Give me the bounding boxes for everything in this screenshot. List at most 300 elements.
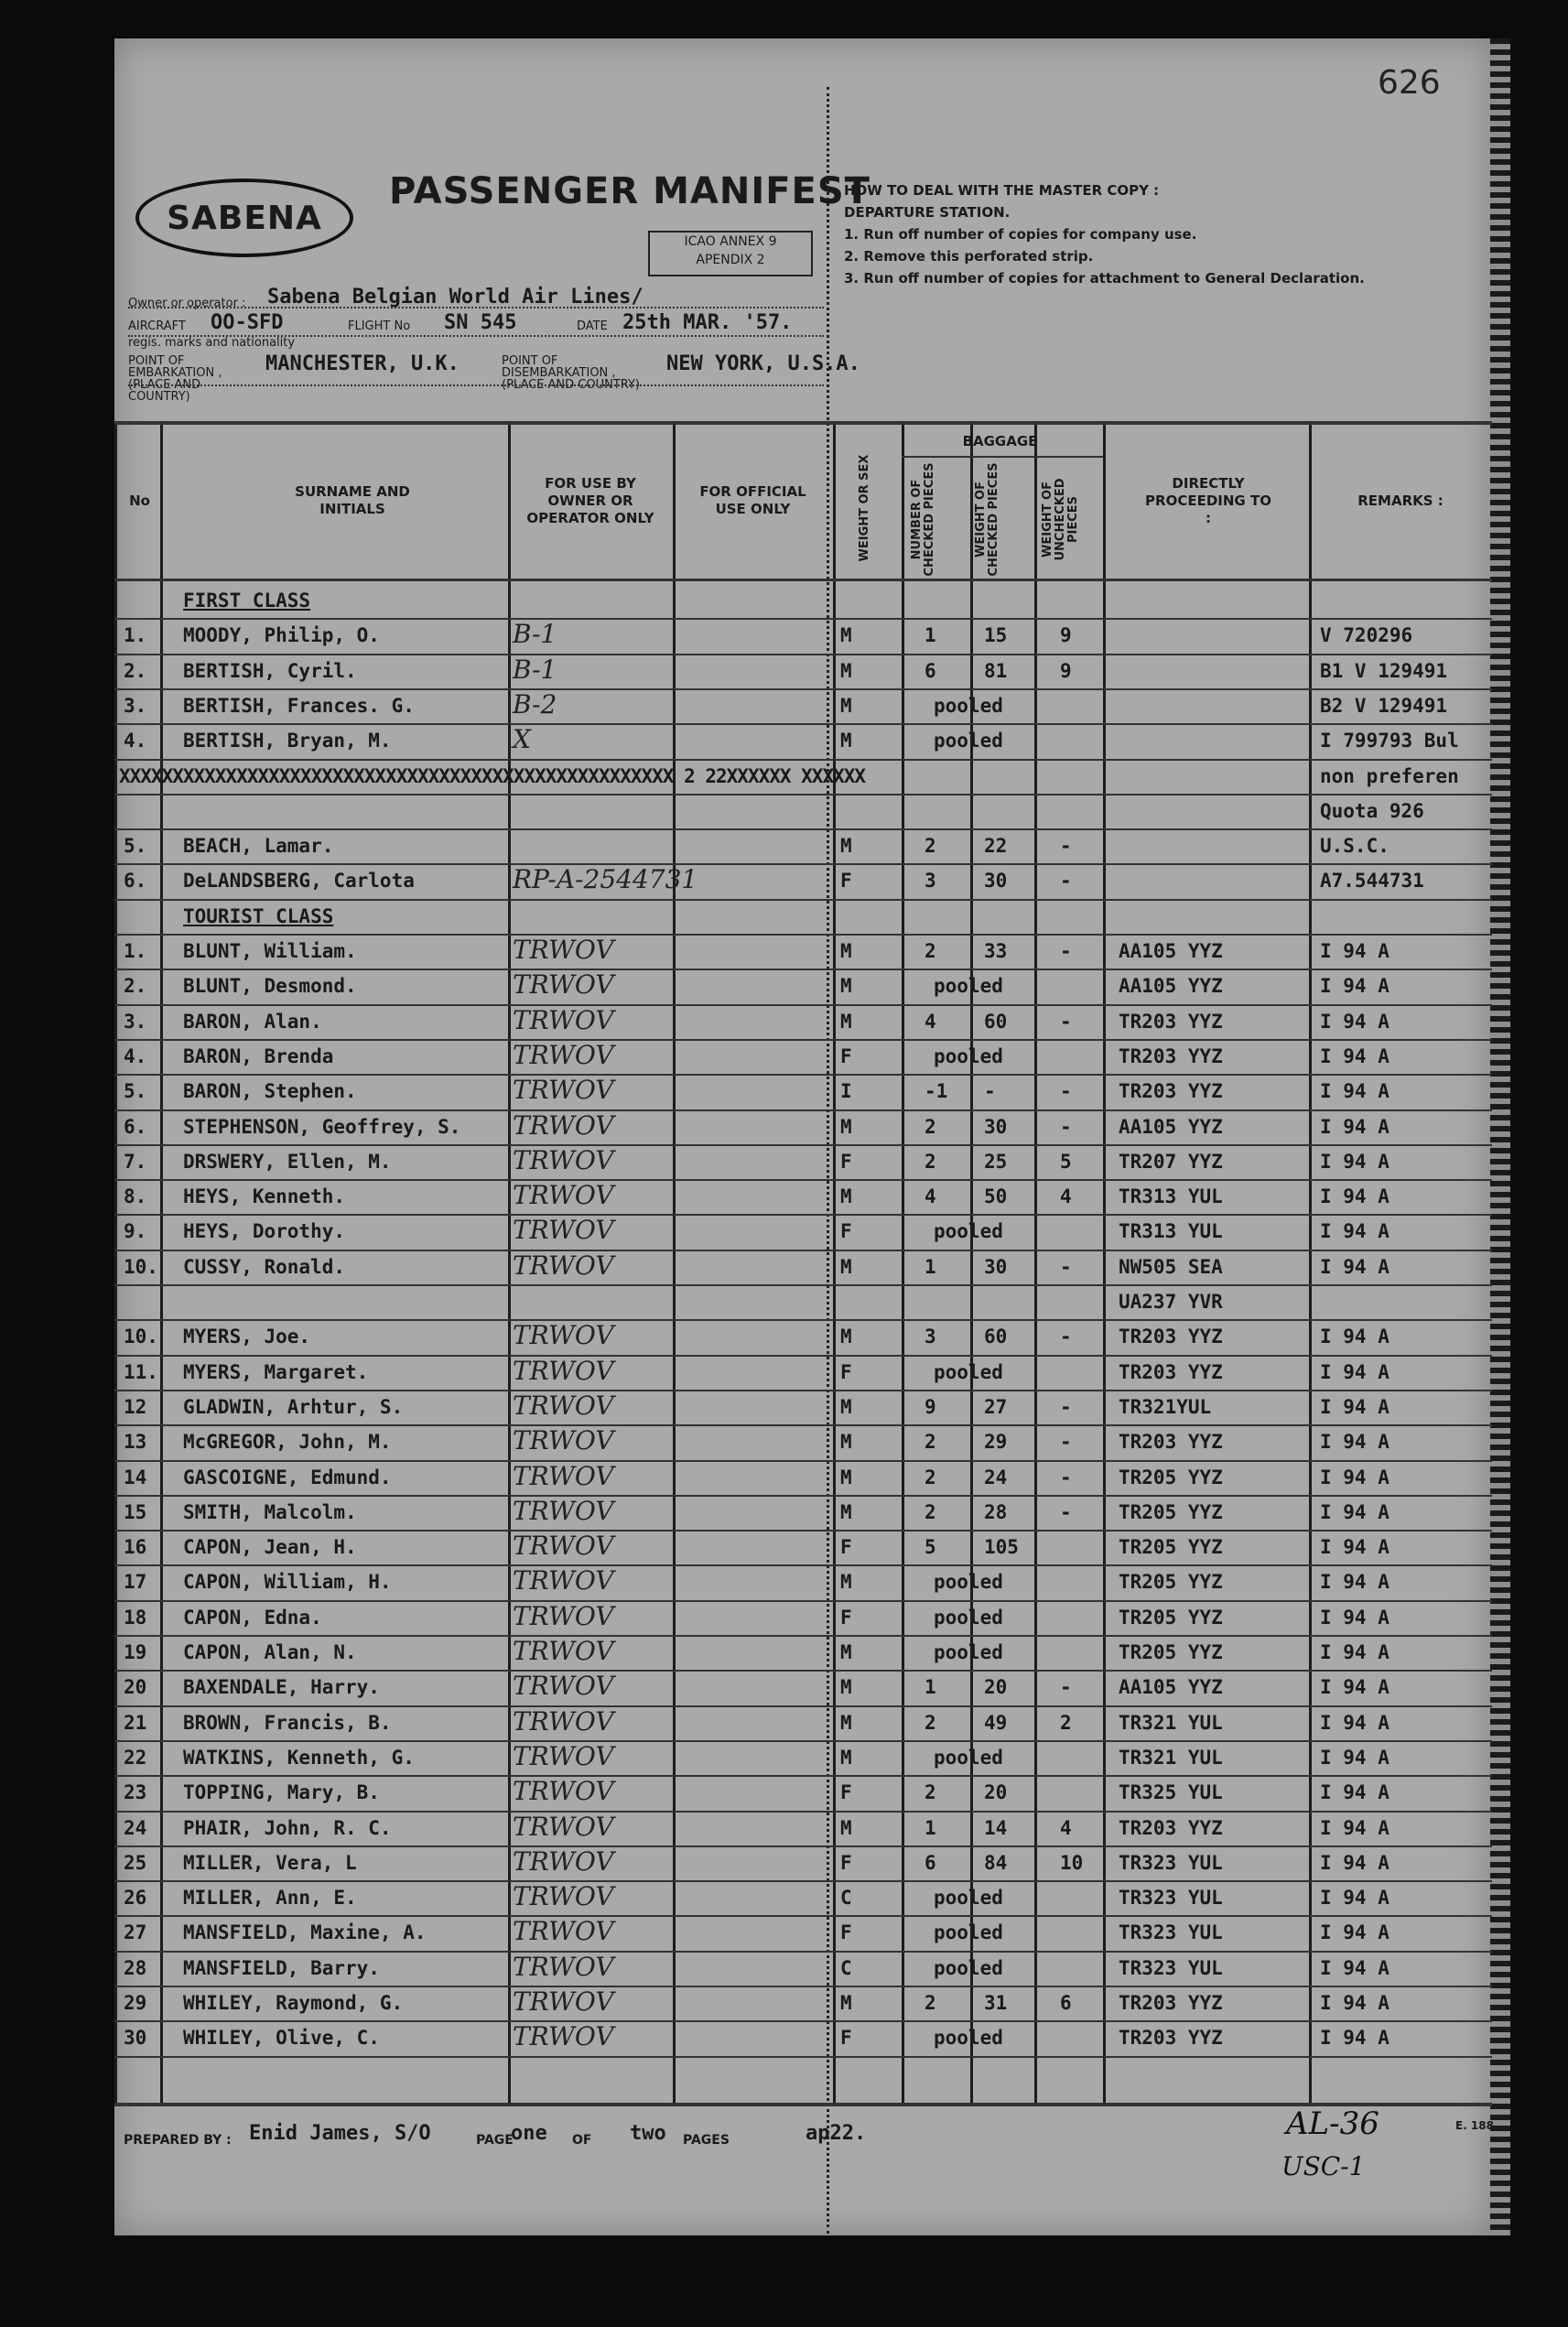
baggage-header-divider — [902, 456, 1103, 458]
header-remarks: REMARKS : — [1357, 492, 1444, 509]
cell-no: 4. — [124, 1044, 147, 1067]
cell-remarks: I 94 A — [1320, 1887, 1390, 1910]
cell-owner: TRWOV — [513, 1144, 614, 1175]
cell-name: SMITH, Malcolm. — [183, 1500, 357, 1523]
prepared-value: Enid James, S/O — [249, 2122, 431, 2145]
disembark-label: POINT OF DISEMBARKATION , (PLACE AND COUNTRY) — [502, 354, 641, 392]
cell-name: BERTISH, Cyril. — [183, 659, 357, 682]
cell-weight: pooled — [934, 694, 1003, 717]
cell-remarks: I 94 A — [1320, 1326, 1390, 1348]
cell-pieces: 1 — [925, 1255, 936, 1278]
cell-remarks: I 94 A — [1320, 1816, 1390, 1839]
header-weight-sex: WEIGHT OR SEX — [858, 454, 871, 562]
cell-name: CAPON, William, H. — [183, 1571, 392, 1594]
cell-owner: TRWOV — [513, 1180, 614, 1211]
cell-unchecked: - — [1060, 1431, 1072, 1454]
row-divider — [114, 2056, 1492, 2058]
cell-remarks: I 94 A — [1320, 1641, 1390, 1663]
table-row — [0, 1846, 1568, 1880]
page-label: PAGE — [476, 2133, 514, 2148]
cell-weight: 105 — [984, 1536, 1019, 1559]
cell-no: 5. — [124, 835, 147, 858]
cell-weight: pooled — [934, 1746, 1003, 1769]
cell-weight: 81 — [984, 659, 1008, 682]
cell-name: GASCOIGNE, Edmund. — [183, 1466, 392, 1488]
header-wt-unchecked: WEIGHT OF UNCHECKED PIECES — [1041, 478, 1080, 561]
cell-dest: TR205 YYZ — [1119, 1641, 1223, 1663]
cell-name: MILLER, Vera, L — [183, 1851, 357, 1874]
cell-pieces: 2 — [925, 1781, 936, 1804]
cell-name: MYERS, Joe. — [183, 1326, 311, 1348]
cell-no: 4. — [124, 730, 147, 752]
owner-value: Sabena Belgian World Air Lines/ — [267, 286, 643, 308]
cell-owner: B-1 — [513, 619, 557, 650]
section-heading-row — [0, 900, 1568, 934]
cell-remarks: I 94 A — [1320, 1150, 1390, 1173]
cell-dest: TR321YUL — [1119, 1395, 1212, 1418]
header-official: FOR OFFICIAL USE ONLY — [699, 483, 806, 517]
cell-name: MANSFIELD, Barry. — [183, 1956, 380, 1979]
cell-no: 6. — [124, 870, 147, 893]
cell-name: WHILEY, Olive, C. — [183, 2027, 380, 2050]
table-row — [0, 1496, 1568, 1530]
cell-pieces: 2 — [925, 835, 936, 858]
cell-sex: M — [840, 1746, 852, 1769]
cell-name: CAPON, Edna. — [183, 1606, 322, 1629]
table-row — [0, 724, 1568, 758]
cell-name: MOODY, Philip, O. — [183, 624, 380, 647]
cell-name: HEYS, Dorothy. — [183, 1220, 346, 1243]
cell-weight: pooled — [934, 1606, 1003, 1629]
cell-owner: TRWOV — [513, 1671, 614, 1702]
cell-sex: M — [840, 1641, 852, 1663]
date-label: DATE — [577, 319, 608, 333]
table-row — [0, 1005, 1568, 1039]
table-row — [0, 1986, 1568, 2020]
cell-name: FIRST CLASS — [183, 590, 311, 612]
cell-remarks: I 94 A — [1320, 1080, 1390, 1103]
page-title: PASSENGER MANIFEST — [389, 170, 871, 212]
cell-unchecked: - — [1060, 1500, 1072, 1523]
cell-sex: M — [840, 1115, 852, 1138]
header-num-checked: NUMBER OF CHECKED PIECES — [910, 462, 936, 577]
cell-dest: TR313 YUL — [1119, 1185, 1223, 1208]
cell-owner: TRWOV — [513, 1881, 614, 1912]
cell-owner: TRWOV — [513, 1390, 614, 1421]
cell-no: 14 — [124, 1466, 147, 1488]
cell-owner: X — [513, 724, 531, 755]
cell-weight: pooled — [934, 1360, 1003, 1383]
cell-owner: TRWOV — [513, 1776, 614, 1807]
table-row — [0, 1881, 1568, 1915]
cell-sex: F — [840, 1360, 852, 1383]
cell-dest: TR205 YYZ — [1119, 1500, 1223, 1523]
cell-dest: TR323 YUL — [1119, 1921, 1223, 1944]
cell-no: 10. — [124, 1255, 158, 1278]
cell-weight: 49 — [984, 1711, 1008, 1734]
cell-weight: pooled — [934, 2027, 1003, 2050]
cell-sex: F — [840, 1220, 852, 1243]
table-row — [0, 1952, 1568, 1986]
embark-label: POINT OF EMBARKATION , (PLACE AND COUNTRY) — [128, 354, 222, 404]
header-owner-use: FOR USE BY OWNER OR OPERATOR ONLY — [526, 474, 654, 526]
cell-name: BROWN, Francis, B. — [183, 1711, 392, 1734]
cell-sex: M — [840, 1676, 852, 1699]
header-bottom-border — [114, 579, 1492, 581]
cell-sex: F — [840, 1921, 852, 1944]
cell-owner: TRWOV — [513, 1215, 614, 1246]
cell-sex: F — [840, 1606, 852, 1629]
cell-owner: TRWOV — [513, 1495, 614, 1526]
cell-pieces: 9 — [925, 1395, 936, 1418]
cell-remarks: I 94 A — [1320, 1606, 1390, 1629]
cell-sex: M — [840, 1255, 852, 1278]
cell-sex: M — [840, 1992, 852, 2014]
cell-no: 25 — [124, 1851, 147, 1874]
cell-no: 6. — [124, 1115, 147, 1138]
cell-owner: B-1 — [513, 654, 557, 685]
instruction-item: 1. Run off number of copies for company use. — [844, 226, 1197, 243]
cell-sex: F — [840, 2027, 852, 2050]
logo-text: SABENA — [167, 199, 322, 237]
cell-no: 8. — [124, 1185, 147, 1208]
cell-unchecked: - — [1060, 1115, 1072, 1138]
cell-name: CAPON, Jean, H. — [183, 1536, 357, 1559]
cell-dest: TR203 YYZ — [1119, 1010, 1223, 1033]
cell-weight: 14 — [984, 1816, 1008, 1839]
cell-owner: TRWOV — [513, 1636, 614, 1666]
cell-sex: M — [840, 659, 852, 682]
cell-unchecked: 4 — [1060, 1816, 1072, 1839]
table-row — [0, 760, 1568, 794]
cell-remarks: I 94 A — [1320, 1992, 1390, 2014]
cell-name: BEACH, Lamar. — [183, 835, 334, 858]
cell-remarks: I 94 A — [1320, 1746, 1390, 1769]
cell-unchecked: 10 — [1060, 1851, 1084, 1874]
cell-remarks: I 94 A — [1320, 940, 1390, 962]
cell-pieces: 2 — [925, 1150, 936, 1173]
cell-dest: TR205 YYZ — [1119, 1466, 1223, 1488]
cell-weight: 27 — [984, 1395, 1008, 1418]
cell-no: 13 — [124, 1431, 147, 1454]
cell-name: PHAIR, John, R. C. — [183, 1816, 392, 1839]
cell-sex: M — [840, 1185, 852, 1208]
cell-sex: M — [840, 1431, 852, 1454]
table-row — [0, 1425, 1568, 1459]
table-row — [0, 689, 1568, 723]
cell-sex: M — [840, 1326, 852, 1348]
cell-remarks: I 94 A — [1320, 1536, 1390, 1559]
cell-dest: AA105 YYZ — [1119, 1115, 1223, 1138]
cell-owner: TRWOV — [513, 1986, 614, 2017]
cell-remarks: I 94 A — [1320, 1395, 1390, 1418]
cell-owner: TRWOV — [513, 1250, 614, 1281]
owner-underline — [128, 307, 824, 308]
cell-sex: M — [840, 975, 852, 998]
instructions-station: DEPARTURE STATION. — [844, 204, 1011, 221]
cell-name: STEPHENSON, Geoffrey, S. — [183, 1115, 461, 1138]
cell-name: XXXXXXXXXXXXXXXXXXXXXXXXXXXXXXXXXXXXXXXXXXXXXXXXXXXX 2 22XXXXXX XXXXXX — [119, 764, 866, 787]
table-row — [0, 1320, 1568, 1354]
cell-no: 9. — [124, 1220, 147, 1243]
cell-dest: AA105 YYZ — [1119, 975, 1223, 998]
cell-unchecked: 2 — [1060, 1711, 1072, 1734]
cell-remarks: A7.544731 — [1320, 870, 1424, 893]
cell-weight: pooled — [934, 730, 1003, 752]
cell-sex: M — [840, 1816, 852, 1839]
cell-unchecked: - — [1060, 1010, 1072, 1033]
cell-name: McGREGOR, John, M. — [183, 1431, 392, 1454]
cell-remarks: I 94 A — [1320, 1431, 1390, 1454]
instruction-item: 3. Run off number of copies for attachment to General Declaration. — [844, 270, 1365, 287]
cell-no: 19 — [124, 1641, 147, 1663]
cell-remarks: I 94 A — [1320, 1466, 1390, 1488]
header-no: No — [129, 492, 150, 509]
page-value: one — [511, 2122, 547, 2145]
cell-dest: TR205 YYZ — [1119, 1536, 1223, 1559]
cell-name: DeLANDSBERG, Carlota — [183, 870, 415, 893]
table-row — [0, 795, 1568, 828]
cell-weight: pooled — [934, 1956, 1003, 1979]
cell-sex: F — [840, 1851, 852, 1874]
table-row — [0, 1531, 1568, 1564]
cell-sex: I — [840, 1080, 852, 1103]
table-row — [0, 1110, 1568, 1144]
form-number: E. 188 — [1455, 2119, 1494, 2132]
icao-box — [648, 231, 813, 276]
cell-sex: M — [840, 1395, 852, 1418]
icao-line2: APENDIX 2 — [696, 253, 765, 267]
cell-remarks: I 94 A — [1320, 975, 1390, 998]
cell-weight: 20 — [984, 1781, 1008, 1804]
cell-dest: TR203 YYZ — [1119, 2027, 1223, 2050]
cell-pieces: 3 — [925, 870, 936, 893]
embark-underline — [128, 384, 824, 386]
cell-no: 10. — [124, 1326, 158, 1348]
table-row — [0, 1285, 1568, 1319]
cell-weight: 30 — [984, 870, 1008, 893]
cell-unchecked: - — [1060, 870, 1072, 893]
cell-no: 1. — [124, 624, 147, 647]
cell-name: DRSWERY, Ellen, M. — [183, 1150, 392, 1173]
table-row — [0, 1741, 1568, 1775]
cell-dest: TR205 YYZ — [1119, 1571, 1223, 1594]
cell-pieces: 6 — [925, 1851, 936, 1874]
embark-value: MANCHESTER, U.K. — [265, 352, 460, 375]
cell-dest: TR325 YUL — [1119, 1781, 1223, 1804]
cell-sex: M — [840, 624, 852, 647]
cell-no: 22 — [124, 1746, 147, 1769]
table-row — [0, 1601, 1568, 1635]
cell-no: 17 — [124, 1571, 147, 1594]
cell-sex: M — [840, 694, 852, 717]
table-row — [0, 1250, 1568, 1284]
table-row — [0, 1916, 1568, 1950]
handwritten-note-1: AL-36 — [1286, 2105, 1379, 2142]
table-row — [0, 1776, 1568, 1810]
cell-weight: 28 — [984, 1500, 1008, 1523]
cell-pieces: 2 — [925, 1711, 936, 1734]
regis-label: regis. marks and nationality — [128, 336, 296, 350]
cell-dest: TR323 YUL — [1119, 1956, 1223, 1979]
cell-unchecked: 5 — [1060, 1150, 1072, 1173]
cell-owner: TRWOV — [513, 1845, 614, 1877]
table-row — [0, 1356, 1568, 1390]
cell-no: 16 — [124, 1536, 147, 1559]
cell-name: BAXENDALE, Harry. — [183, 1676, 380, 1699]
aircraft-underline — [128, 335, 824, 337]
cell-remarks: I 94 A — [1320, 1220, 1390, 1243]
cell-unchecked: - — [1060, 1676, 1072, 1699]
cell-remarks: I 94 A — [1320, 1851, 1390, 1874]
cell-owner: B-2 — [513, 688, 557, 720]
table-row — [0, 1040, 1568, 1074]
cell-remarks: U.S.C. — [1320, 835, 1390, 858]
cell-no: 2. — [124, 975, 147, 998]
icao-line1: ICAO ANNEX 9 — [684, 234, 777, 249]
instruction-item: 2. Remove this perforated strip. — [844, 248, 1094, 265]
cell-no: 15 — [124, 1500, 147, 1523]
cell-remarks: I 94 A — [1320, 1185, 1390, 1208]
cell-pieces: 4 — [925, 1010, 936, 1033]
cell-remarks: I 94 A — [1320, 1921, 1390, 1944]
sabena-logo — [135, 179, 353, 257]
cell-dest: TR203 YYZ — [1119, 1992, 1223, 2014]
aircraft-label: AIRCRAFT — [128, 319, 186, 333]
cell-no: 30 — [124, 2027, 147, 2050]
cell-dest: TR203 YYZ — [1119, 1816, 1223, 1839]
cell-name: BLUNT, Desmond. — [183, 975, 357, 998]
cell-owner: TRWOV — [513, 1460, 614, 1491]
cell-dest: TR203 YYZ — [1119, 1326, 1223, 1348]
cell-pieces: 1 — [925, 1676, 936, 1699]
cell-pieces: 6 — [925, 659, 936, 682]
cell-name: CAPON, Alan, N. — [183, 1641, 357, 1663]
cell-weight: - — [984, 1080, 996, 1103]
cell-name: CUSSY, Ronald. — [183, 1255, 346, 1278]
cell-unchecked: 9 — [1060, 659, 1072, 682]
cell-remarks: V 720296 — [1320, 624, 1413, 647]
cell-dest: TR323 YUL — [1119, 1851, 1223, 1874]
instructions-heading: HOW TO DEAL WITH THE MASTER COPY : — [844, 182, 1160, 199]
cell-name: WHILEY, Raymond, G. — [183, 1992, 404, 2014]
code-value: ap22. — [806, 2122, 867, 2145]
header-directly: DIRECTLY PROCEEDING TO : — [1145, 474, 1271, 526]
cell-dest: TR205 YYZ — [1119, 1606, 1223, 1629]
section-heading-row — [0, 584, 1568, 618]
table-row — [0, 1075, 1568, 1109]
cell-weight: 22 — [984, 835, 1008, 858]
table-row — [0, 655, 1568, 688]
table-row — [0, 969, 1568, 1003]
cell-sex: M — [840, 1466, 852, 1488]
cell-dest: AA105 YYZ — [1119, 940, 1223, 962]
cell-weight: 24 — [984, 1466, 1008, 1488]
cell-name: MYERS, Margaret. — [183, 1360, 369, 1383]
date-value: 25th MAR. '57. — [622, 311, 793, 334]
cell-pieces: 2 — [925, 1115, 936, 1138]
header-baggage: BAGGAGE — [962, 432, 1038, 449]
cell-no: 1. — [124, 940, 147, 962]
cell-remarks: non preferen — [1320, 764, 1459, 787]
cell-name: BARON, Brenda — [183, 1044, 334, 1067]
cell-remarks: B1 V 129491 — [1320, 659, 1448, 682]
cell-sex: M — [840, 1571, 852, 1594]
cell-pieces: 1 — [925, 1816, 936, 1839]
cell-weight: 25 — [984, 1150, 1008, 1173]
cell-remarks: Quota 926 — [1320, 799, 1424, 822]
cell-weight: 33 — [984, 940, 1008, 962]
cell-dest: NW505 SEA — [1119, 1255, 1223, 1278]
handwritten-note-2: USC-1 — [1281, 2151, 1366, 2181]
cell-remarks: I 799793 Bul — [1320, 730, 1459, 752]
cell-name: MILLER, Ann, E. — [183, 1887, 357, 1910]
cell-remarks: I 94 A — [1320, 1571, 1390, 1594]
instructions — [844, 179, 1476, 289]
cell-name: BARON, Alan. — [183, 1010, 322, 1033]
cell-sex: M — [840, 1500, 852, 1523]
cell-no: 18 — [124, 1606, 147, 1629]
table-row — [0, 1180, 1568, 1214]
cell-unchecked: - — [1060, 1326, 1072, 1348]
cell-owner: TRWOV — [513, 969, 614, 1001]
cell-name: HEYS, Kenneth. — [183, 1185, 346, 1208]
cell-no: 3. — [124, 694, 147, 717]
cell-sex: M — [840, 1711, 852, 1734]
cell-no: 29 — [124, 1992, 147, 2014]
cell-dest: TR321 YUL — [1119, 1746, 1223, 1769]
cell-sex: F — [840, 1150, 852, 1173]
cell-dest: TR203 YYZ — [1119, 1044, 1223, 1067]
cell-sex: M — [840, 1010, 852, 1033]
prepared-label: PREPARED BY : — [124, 2133, 232, 2148]
cell-pieces: 4 — [925, 1185, 936, 1208]
cell-dest: AA105 YYZ — [1119, 1676, 1223, 1699]
table-row — [0, 1215, 1568, 1249]
table-row — [0, 1145, 1568, 1179]
cell-owner: TRWOV — [513, 1705, 614, 1737]
cell-name: TOPPING, Mary, B. — [183, 1781, 380, 1804]
cell-weight: 60 — [984, 1326, 1008, 1348]
cell-pieces: 2 — [925, 1431, 936, 1454]
cell-name: MANSFIELD, Maxine, A. — [183, 1921, 427, 1944]
flight-label: FLIGHT No — [348, 319, 411, 333]
cell-unchecked: 4 — [1060, 1185, 1072, 1208]
cell-owner: TRWOV — [513, 1600, 614, 1631]
cell-sex: F — [840, 870, 852, 893]
cell-no: 11. — [124, 1360, 158, 1383]
cell-remarks: I 94 A — [1320, 2027, 1390, 2050]
cell-pieces: 2 — [925, 1992, 936, 2014]
cell-owner: TRWOV — [513, 1916, 614, 1947]
cell-owner: TRWOV — [513, 1951, 614, 1982]
cell-sex: F — [840, 1781, 852, 1804]
cell-weight: 15 — [984, 624, 1008, 647]
cell-dest: TR321 YUL — [1119, 1711, 1223, 1734]
cell-pieces: 2 — [925, 1466, 936, 1488]
cell-no: 12 — [124, 1395, 147, 1418]
cell-no: 26 — [124, 1887, 147, 1910]
cell-remarks: I 94 A — [1320, 1500, 1390, 1523]
cell-sex: C — [840, 1887, 852, 1910]
cell-name: GLADWIN, Arhtur, S. — [183, 1395, 404, 1418]
cell-unchecked: - — [1060, 835, 1072, 858]
cell-owner: TRWOV — [513, 1320, 614, 1351]
cell-weight: 30 — [984, 1115, 1008, 1138]
cell-no: 24 — [124, 1816, 147, 1839]
cell-remarks: I 94 A — [1320, 1711, 1390, 1734]
header-wt-checked: WEIGHT OF CHECKED PIECES — [974, 462, 1000, 577]
